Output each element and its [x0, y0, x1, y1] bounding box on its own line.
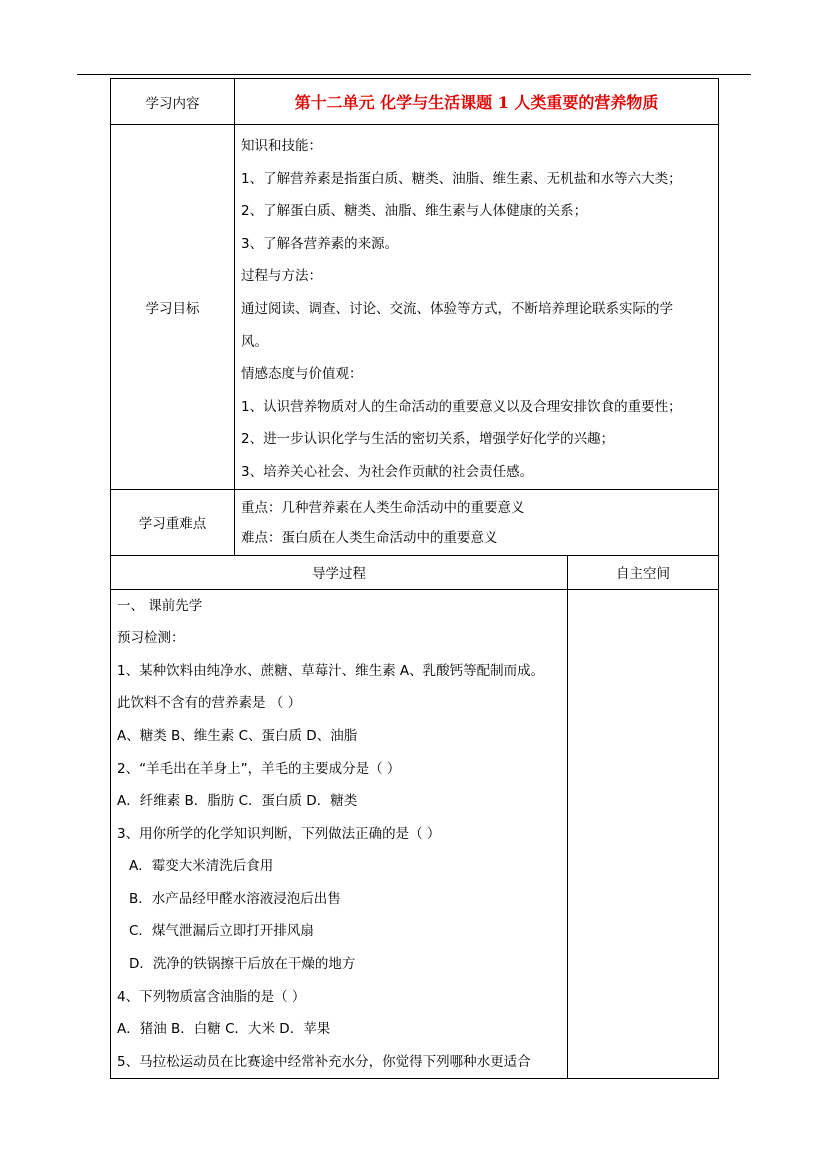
process-line: A．猪油 B．白糖 C．大米 D．苹果 — [117, 1021, 331, 1038]
difficult-point-line: 难点：蛋白质在人类生命活动中的重要意义 — [241, 529, 498, 546]
goal-line: 风。 — [241, 333, 268, 350]
lesson-title: 第十二单元 化学与生活课题 1 人类重要的营养物质 — [235, 79, 719, 125]
goal-line: 3、培养关心社会、为社会作贡献的社会责任感。 — [241, 463, 534, 480]
process-line: B．水产品经甲醛水溶液浸泡后出售 — [129, 890, 341, 907]
row-process-body — [111, 589, 719, 1079]
process-line: 4、下列物质富含油脂的是（ ） — [117, 988, 306, 1005]
label-study-goals: 学习目标 — [111, 125, 235, 490]
process-line: 此饮料不含有的营养素是 （ ） — [117, 695, 302, 712]
process-line: A、糖类 B、维生素 C、蛋白质 D、油脂 — [117, 727, 358, 744]
process-line: A．霉变大米清洗后食用 — [129, 858, 274, 875]
row-process-headers — [111, 555, 719, 589]
process-line: C．煤气泄漏后立即打开排风扇 — [129, 923, 314, 940]
row-key-points — [111, 489, 719, 555]
study-goals-content — [235, 125, 719, 490]
process-line: A．纤维素 B．脂肪 C．蛋白质 D．糖类 — [117, 793, 358, 810]
process-line: 3、用你所学的化学知识判断，下列做法正确的是（ ） — [117, 825, 441, 842]
process-line: 预习检测： — [117, 630, 185, 647]
process-line: D．洗净的铁锅擦干后放在干燥的地方 — [129, 956, 356, 973]
key-point-line: 重点：几种营养素在人类生命活动中的重要意义 — [241, 499, 525, 516]
header-rule — [77, 74, 751, 75]
goal-line: 1、认识营养物质对人的生命活动的重要意义以及合理安排饮食的重要性； — [241, 398, 682, 415]
goal-line: 知识和技能： — [241, 138, 322, 154]
goal-line: 1、了解营养素是指蛋白质、糖类、油脂、维生素、无机盐和水等六大类； — [241, 170, 682, 187]
lesson-plan-table — [110, 78, 719, 1079]
row-study-content — [111, 79, 719, 125]
goal-line: 2、了解蛋白质、糖类、油脂、维生素与人体健康的关系； — [241, 203, 588, 220]
self-space-area — [568, 589, 719, 1079]
label-key-points: 学习重难点 — [111, 489, 235, 555]
process-line: 2、“羊毛出在羊身上”，羊毛的主要成分是（ ） — [117, 760, 401, 777]
goal-line: 情感态度与价值观： — [241, 366, 363, 383]
label-study-content: 学习内容 — [111, 79, 235, 125]
guided-process-content — [111, 589, 568, 1079]
process-line: 一、 课前先学 — [117, 597, 203, 614]
goal-line: 过程与方法： — [241, 268, 322, 285]
row-study-goals — [111, 125, 719, 490]
goal-line: 2、进一步认识化学与生活的密切关系，增强学好化学的兴趣； — [241, 431, 615, 448]
goal-line: 3、了解各营养素的来源。 — [241, 235, 399, 252]
process-line: 1、某种饮料由纯净水、蔗糖、草莓汁、维生素 A、乳酸钙等配制而成。 — [117, 662, 545, 679]
self-space-header: 自主空间 — [568, 555, 719, 589]
process-line: 5、马拉松运动员在比赛途中经常补充水分，你觉得下列哪种水更适合 — [117, 1053, 531, 1070]
key-points-content — [235, 489, 719, 555]
goal-line: 通过阅读、调查、讨论、交流、体验等方式，不断培养理论联系实际的学 — [241, 300, 673, 317]
guided-process-header: 导学过程 — [111, 555, 568, 589]
